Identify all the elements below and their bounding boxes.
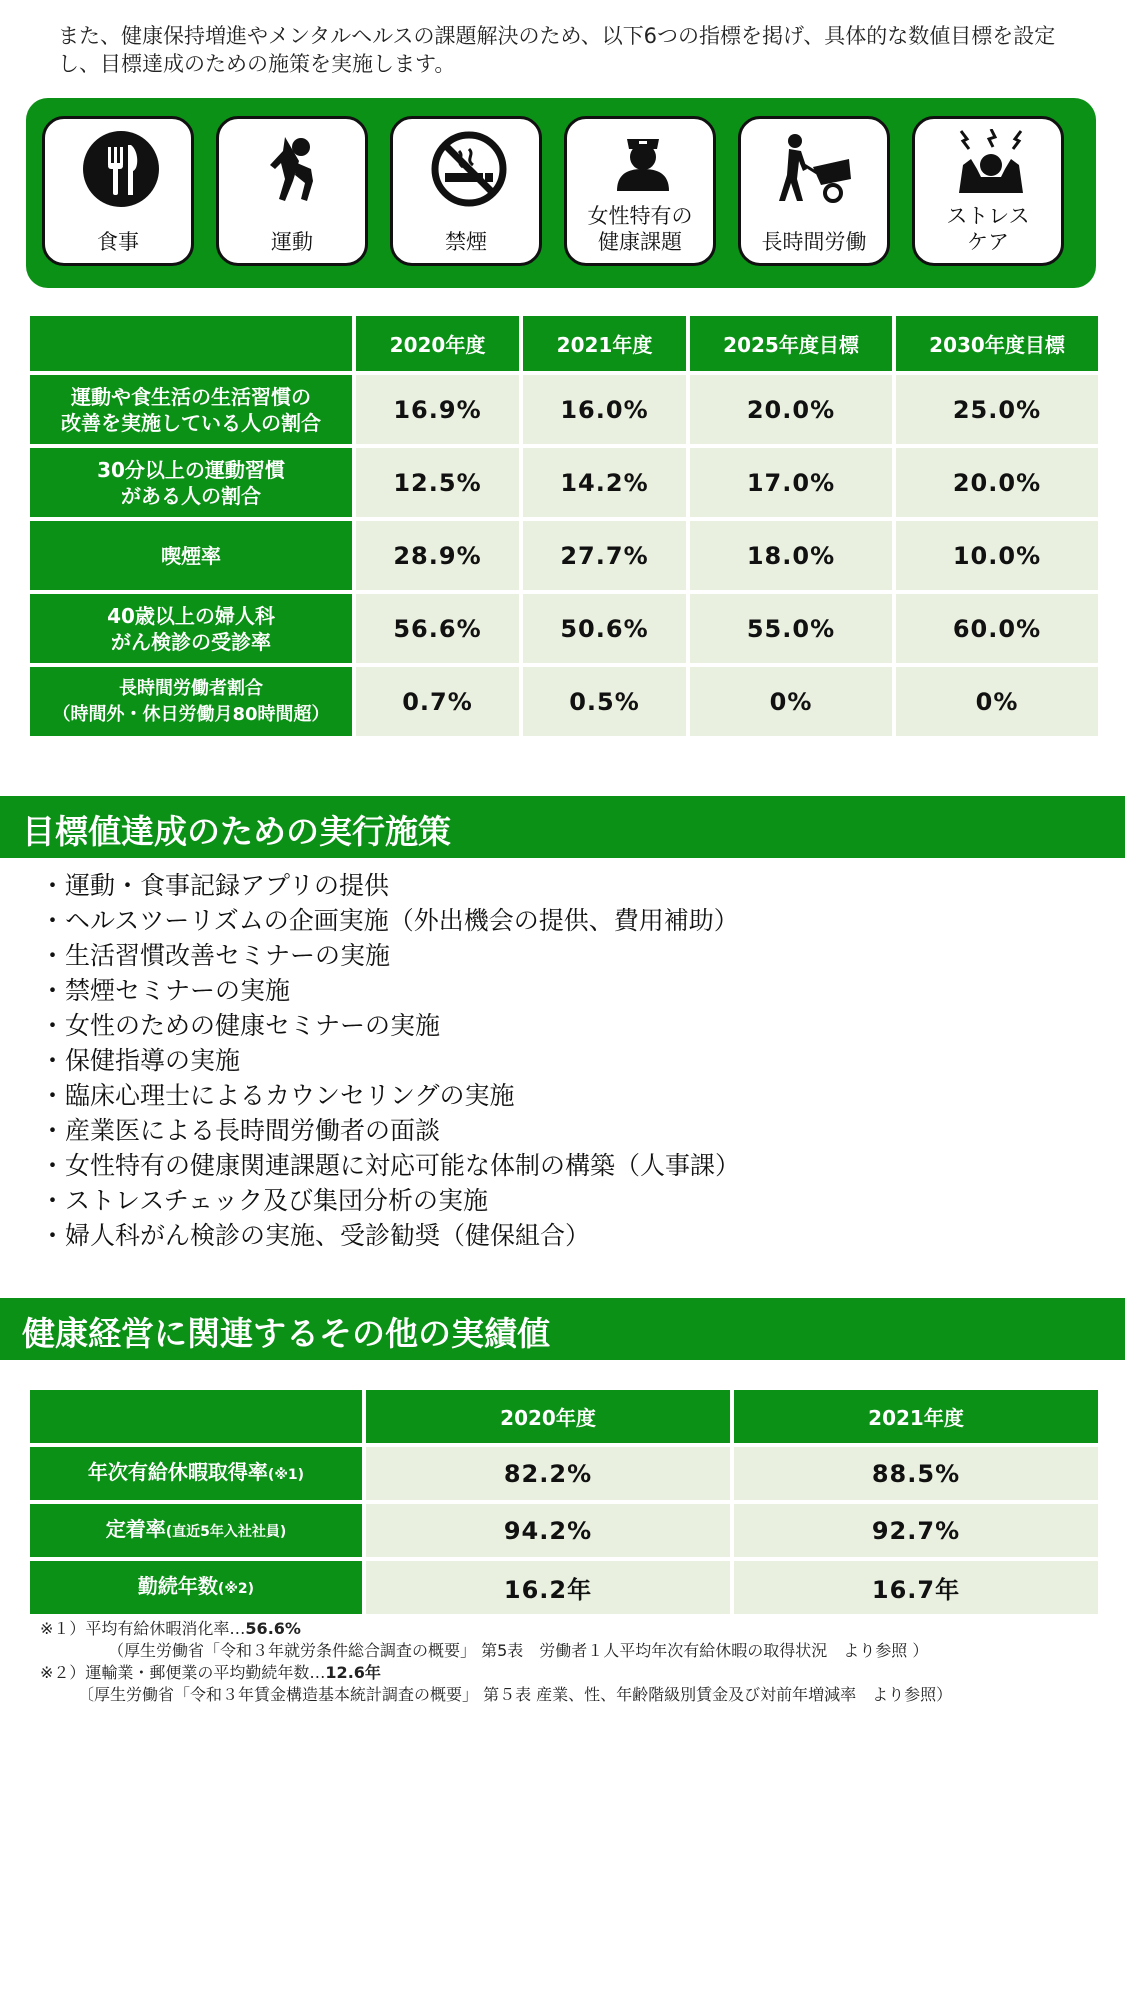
table-cell: 16.0% — [523, 375, 686, 444]
indicator-label: 女性特有の 健康課題 — [587, 204, 693, 254]
indicator-label: 食事 — [97, 230, 139, 254]
table-cell: 92.7% — [734, 1504, 1098, 1557]
table-header-cell: 2020年度 — [366, 1390, 730, 1443]
table-row — [30, 667, 1098, 736]
table-cell: 10.0% — [896, 521, 1098, 590]
indicator-card-no-smoking — [390, 116, 542, 266]
indicator-icon-panel — [26, 98, 1096, 288]
table-header-row — [30, 1390, 1098, 1443]
row-label-text: 年次有給休暇取得率 — [87, 1460, 268, 1484]
table-cell: 16.7年 — [734, 1561, 1098, 1614]
indicator-card-womens-health — [564, 116, 716, 266]
table-header-cell: 2030年度目標 — [896, 316, 1098, 371]
no-smoking-icon — [429, 129, 509, 209]
footnote-1 — [40, 1618, 301, 1640]
list-item: ・生活習慣改善セミナーの実施 — [40, 941, 391, 970]
stress-icon — [951, 129, 1031, 193]
indicator-card-exercise — [216, 116, 368, 266]
measures-list — [40, 868, 740, 1253]
footnote-1-prefix: ※１）平均有給休暇消化率… — [40, 1619, 246, 1638]
other-results-table — [26, 1386, 1102, 1618]
table-header-cell: 2021年度 — [523, 316, 686, 371]
table-cell: 18.0% — [690, 521, 892, 590]
list-item: ・運動・食事記録アプリの提供 — [40, 871, 390, 900]
indicator-label: 禁煙 — [445, 230, 487, 254]
section-header-results — [0, 1298, 1125, 1360]
table-cell: 12.5% — [356, 448, 519, 517]
list-item: ・婦人科がん検診の実施、受診勧奨（健保組合） — [40, 1221, 591, 1250]
table-cell: 88.5% — [734, 1447, 1098, 1500]
row-label — [30, 1447, 362, 1500]
table-row — [30, 1447, 1098, 1500]
section-header-measures — [0, 796, 1125, 858]
table-header-cell: 2025年度目標 — [690, 316, 892, 371]
row-label-text: 勤続年数 — [137, 1574, 218, 1598]
table-cell: 0.7% — [356, 667, 519, 736]
indicator-card-meal — [42, 116, 194, 266]
table-cell: 16.2年 — [366, 1561, 730, 1614]
footnote-1-value: 56.6% — [245, 1619, 301, 1638]
table-cell: 0% — [690, 667, 892, 736]
row-label: 運動や食生活の生活習慣の 改善を実施している人の割合 — [30, 375, 352, 444]
list-item: ・ストレスチェック及び集団分析の実施 — [40, 1186, 489, 1215]
table-cell: 0% — [896, 667, 1098, 736]
table-header-cell: 2021年度 — [734, 1390, 1098, 1443]
section-title: 健康経営に関連するその他の実績値 — [22, 1314, 550, 1353]
intro-text: また、健康保持増進やメンタルヘルスの課題解決のため、以下6つの指標を掲げ、具体的な数値目標を設定し、目標達成のための施策を実施します。 — [58, 24, 1056, 76]
footnote-1-source: （厚生労働省「令和３年就労条件総合調査の概要」 第5表 労働者１人平均年次有給休暇の取得状況 より参照 ） — [108, 1641, 929, 1660]
table-cell: 50.6% — [523, 594, 686, 663]
table-row — [30, 1561, 1098, 1614]
row-label — [30, 1504, 362, 1557]
table-header-blank — [30, 316, 352, 371]
row-label: 喫煙率 — [30, 521, 352, 590]
table-cell: 16.9% — [356, 375, 519, 444]
row-label: 40歳以上の婦人科 がん検診の受診率 — [30, 594, 352, 663]
indicator-label: 運動 — [271, 230, 313, 254]
row-label-note: (直近5年入社社員) — [165, 1524, 287, 1540]
table-cell: 25.0% — [896, 375, 1098, 444]
exercise-icon — [255, 129, 335, 209]
row-label: 長時間労働者割合 （時間外・休日労働月80時間超） — [30, 667, 352, 736]
health-indicators-table — [26, 312, 1102, 740]
list-item: ・女性のための健康セミナーの実施 — [40, 1011, 441, 1040]
indicator-label: ストレス ケア — [946, 204, 1030, 254]
table-header-row — [30, 316, 1098, 371]
table-cell: 55.0% — [690, 594, 892, 663]
row-label-text: 定着率 — [105, 1517, 166, 1541]
row-label — [30, 1561, 362, 1614]
row-label: 30分以上の運動習慣 がある人の割合 — [30, 448, 352, 517]
list-item: ・保健指導の実施 — [40, 1046, 241, 1075]
table-cell: 94.2% — [366, 1504, 730, 1557]
indicator-card-long-hours — [738, 116, 890, 266]
list-item: ・禁煙セミナーの実施 — [40, 976, 291, 1005]
indicator-label: 長時間労働 — [761, 230, 867, 254]
table-header-cell: 2020年度 — [356, 316, 519, 371]
list-item: ・産業医による長時間労働者の面談 — [40, 1116, 441, 1145]
table-cell: 20.0% — [896, 448, 1098, 517]
table-cell: 0.5% — [523, 667, 686, 736]
footnote-2-source: 〔厚生労働省「令和３年賃金構造基本統計調査の概要」 第５表 産業、性、年齢階級別賃金及び対前年増減率 より参照） — [78, 1685, 953, 1704]
table-row — [30, 1504, 1098, 1557]
table-cell: 14.2% — [523, 448, 686, 517]
indicator-card-stress-care — [912, 116, 1064, 266]
footnote-2-value: 12.6年 — [325, 1663, 381, 1682]
fork-knife-icon — [81, 129, 161, 209]
table-cell: 27.7% — [523, 521, 686, 590]
table-row — [30, 594, 1098, 663]
nurse-icon — [603, 129, 683, 191]
worker-wheelbarrow-icon — [777, 129, 857, 209]
table-cell: 56.6% — [356, 594, 519, 663]
footnote-2 — [40, 1662, 381, 1684]
table-row — [30, 375, 1098, 444]
table-cell: 60.0% — [896, 594, 1098, 663]
row-label-note: (※2) — [217, 1581, 255, 1597]
list-item: ・ヘルスツーリズムの企画実施（外出機会の提供、費用補助） — [40, 906, 739, 935]
table-header-blank — [30, 1390, 362, 1443]
footnote-2-prefix: ※２）運輸業・郵便業の平均勤続年数… — [40, 1663, 326, 1682]
table-cell: 28.9% — [356, 521, 519, 590]
section-title: 目標値達成のための実行施策 — [22, 812, 451, 851]
table-cell: 20.0% — [690, 375, 892, 444]
table-row — [30, 448, 1098, 517]
row-label-note: (※1) — [267, 1467, 305, 1483]
table-row — [30, 521, 1098, 590]
table-cell: 17.0% — [690, 448, 892, 517]
list-item: ・女性特有の健康関連課題に対応可能な体制の構築（人事課） — [40, 1151, 741, 1180]
list-item: ・臨床心理士によるカウンセリングの実施 — [40, 1081, 515, 1110]
table-cell: 82.2% — [366, 1447, 730, 1500]
